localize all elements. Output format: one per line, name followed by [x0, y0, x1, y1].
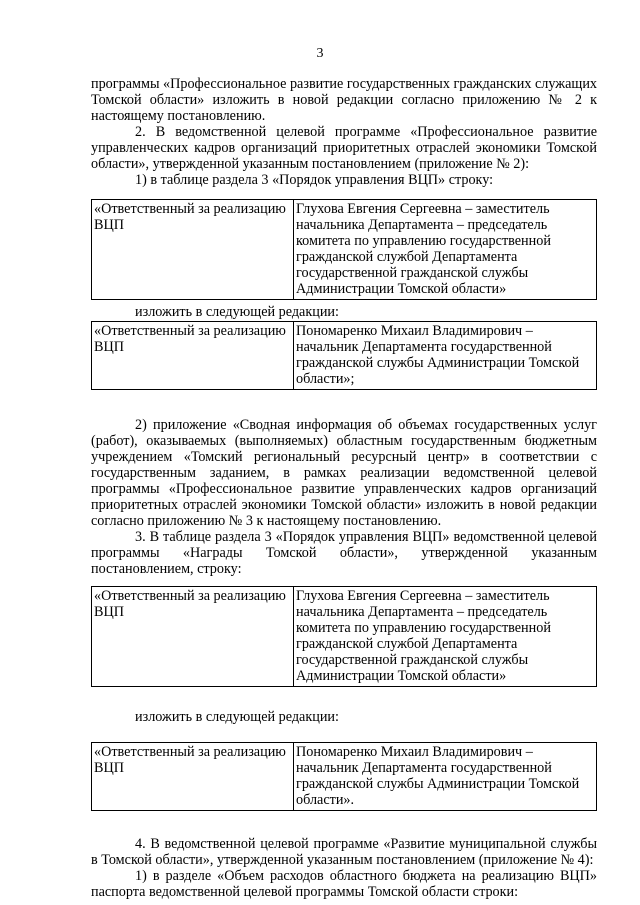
paragraph: изложить в следующей редакции:: [135, 304, 339, 320]
paragraph: 2. В ведомственной целевой программе «Профессиональное развитие управленческих кадров организаций приоритетных отраслей экономики Томской области», утвержденной указанным постановлением (приложение № 2):: [91, 124, 597, 172]
paragraph: программы «Профессиональное развитие государственных гражданских служащих Томской области» изложить в новой редакции согласно приложению № 2 к настоящему постановлению.: [91, 76, 598, 124]
table-row: [92, 743, 597, 811]
table-cell-value: Глухова Евгения Сергеевна – заместитель начальника Департамента – председатель комитета по управлению государственной гражданской службой Департамента государственной гражданской службы Администрации Томской области»: [294, 587, 597, 687]
page-number: 3: [316, 46, 324, 61]
paragraph: изложить в следующей редакции:: [135, 709, 339, 725]
document-body: [91, 76, 597, 900]
table-current-row-1: [91, 199, 597, 300]
table-cell-value: Глухова Евгения Сергеевна – заместитель начальника Департамента – председатель комитета по управлению государственной гражданской службой Департамента государственной гражданской службы Администрации Томской области»: [294, 200, 597, 300]
table-cell-label: «Ответственный за реализацию ВЦП: [92, 200, 294, 300]
table-cell-label: «Ответственный за реализацию ВЦП: [92, 587, 294, 687]
paragraph: 1) в таблице раздела 3 «Порядок управления ВЦП» строку:: [135, 172, 494, 188]
table-cell-value: Пономаренко Михаил Владимирович – начальник Департамента государственной гражданской службы Администрации Томской области»;: [294, 322, 597, 390]
paragraph: 2) приложение «Сводная информация об объемах государственных услуг (работ), оказываемых (выполняемых) областным государственным бюджетным учреждением «Томский региональный ресурсный центр» в соответствии с государственным заданием, в рамках реализации ведомственной целевой программы «Профессиональное развитие управленческих кадров организаций приоритетных отраслей экономики Томской области» изложить в новой редакции согласно приложению № 3 к настоящему постановлению.: [91, 417, 597, 529]
table-new-row-1: [91, 321, 597, 390]
table-cell-label: «Ответственный за реализацию ВЦП: [92, 743, 294, 811]
paragraph: 1) в разделе «Объем расходов областного бюджета на реализацию ВЦП» паспорта ведомственной целевой программы Томской области строки:: [91, 868, 597, 900]
table-row: [92, 322, 597, 390]
table-row: [92, 200, 597, 300]
table-new-row-2: [91, 742, 597, 811]
paragraph: 4. В ведомственной целевой программе «Развитие муниципальной службы в Томской области», утвержденной указанным постановлением (приложение № 4):: [91, 836, 597, 868]
table-current-row-2: [91, 586, 597, 687]
paragraph: 3. В таблице раздела 3 «Порядок управления ВЦП» ведомственной целевой программы «Награды Томской области», утвержденной указанным постановлением, строку:: [91, 529, 597, 577]
table-cell-label: «Ответственный за реализацию ВЦП: [92, 322, 294, 390]
table-cell-value: Пономаренко Михаил Владимирович – начальник Департамента государственной гражданской службы Администрации Томской области».: [294, 743, 597, 811]
table-row: [92, 587, 597, 687]
